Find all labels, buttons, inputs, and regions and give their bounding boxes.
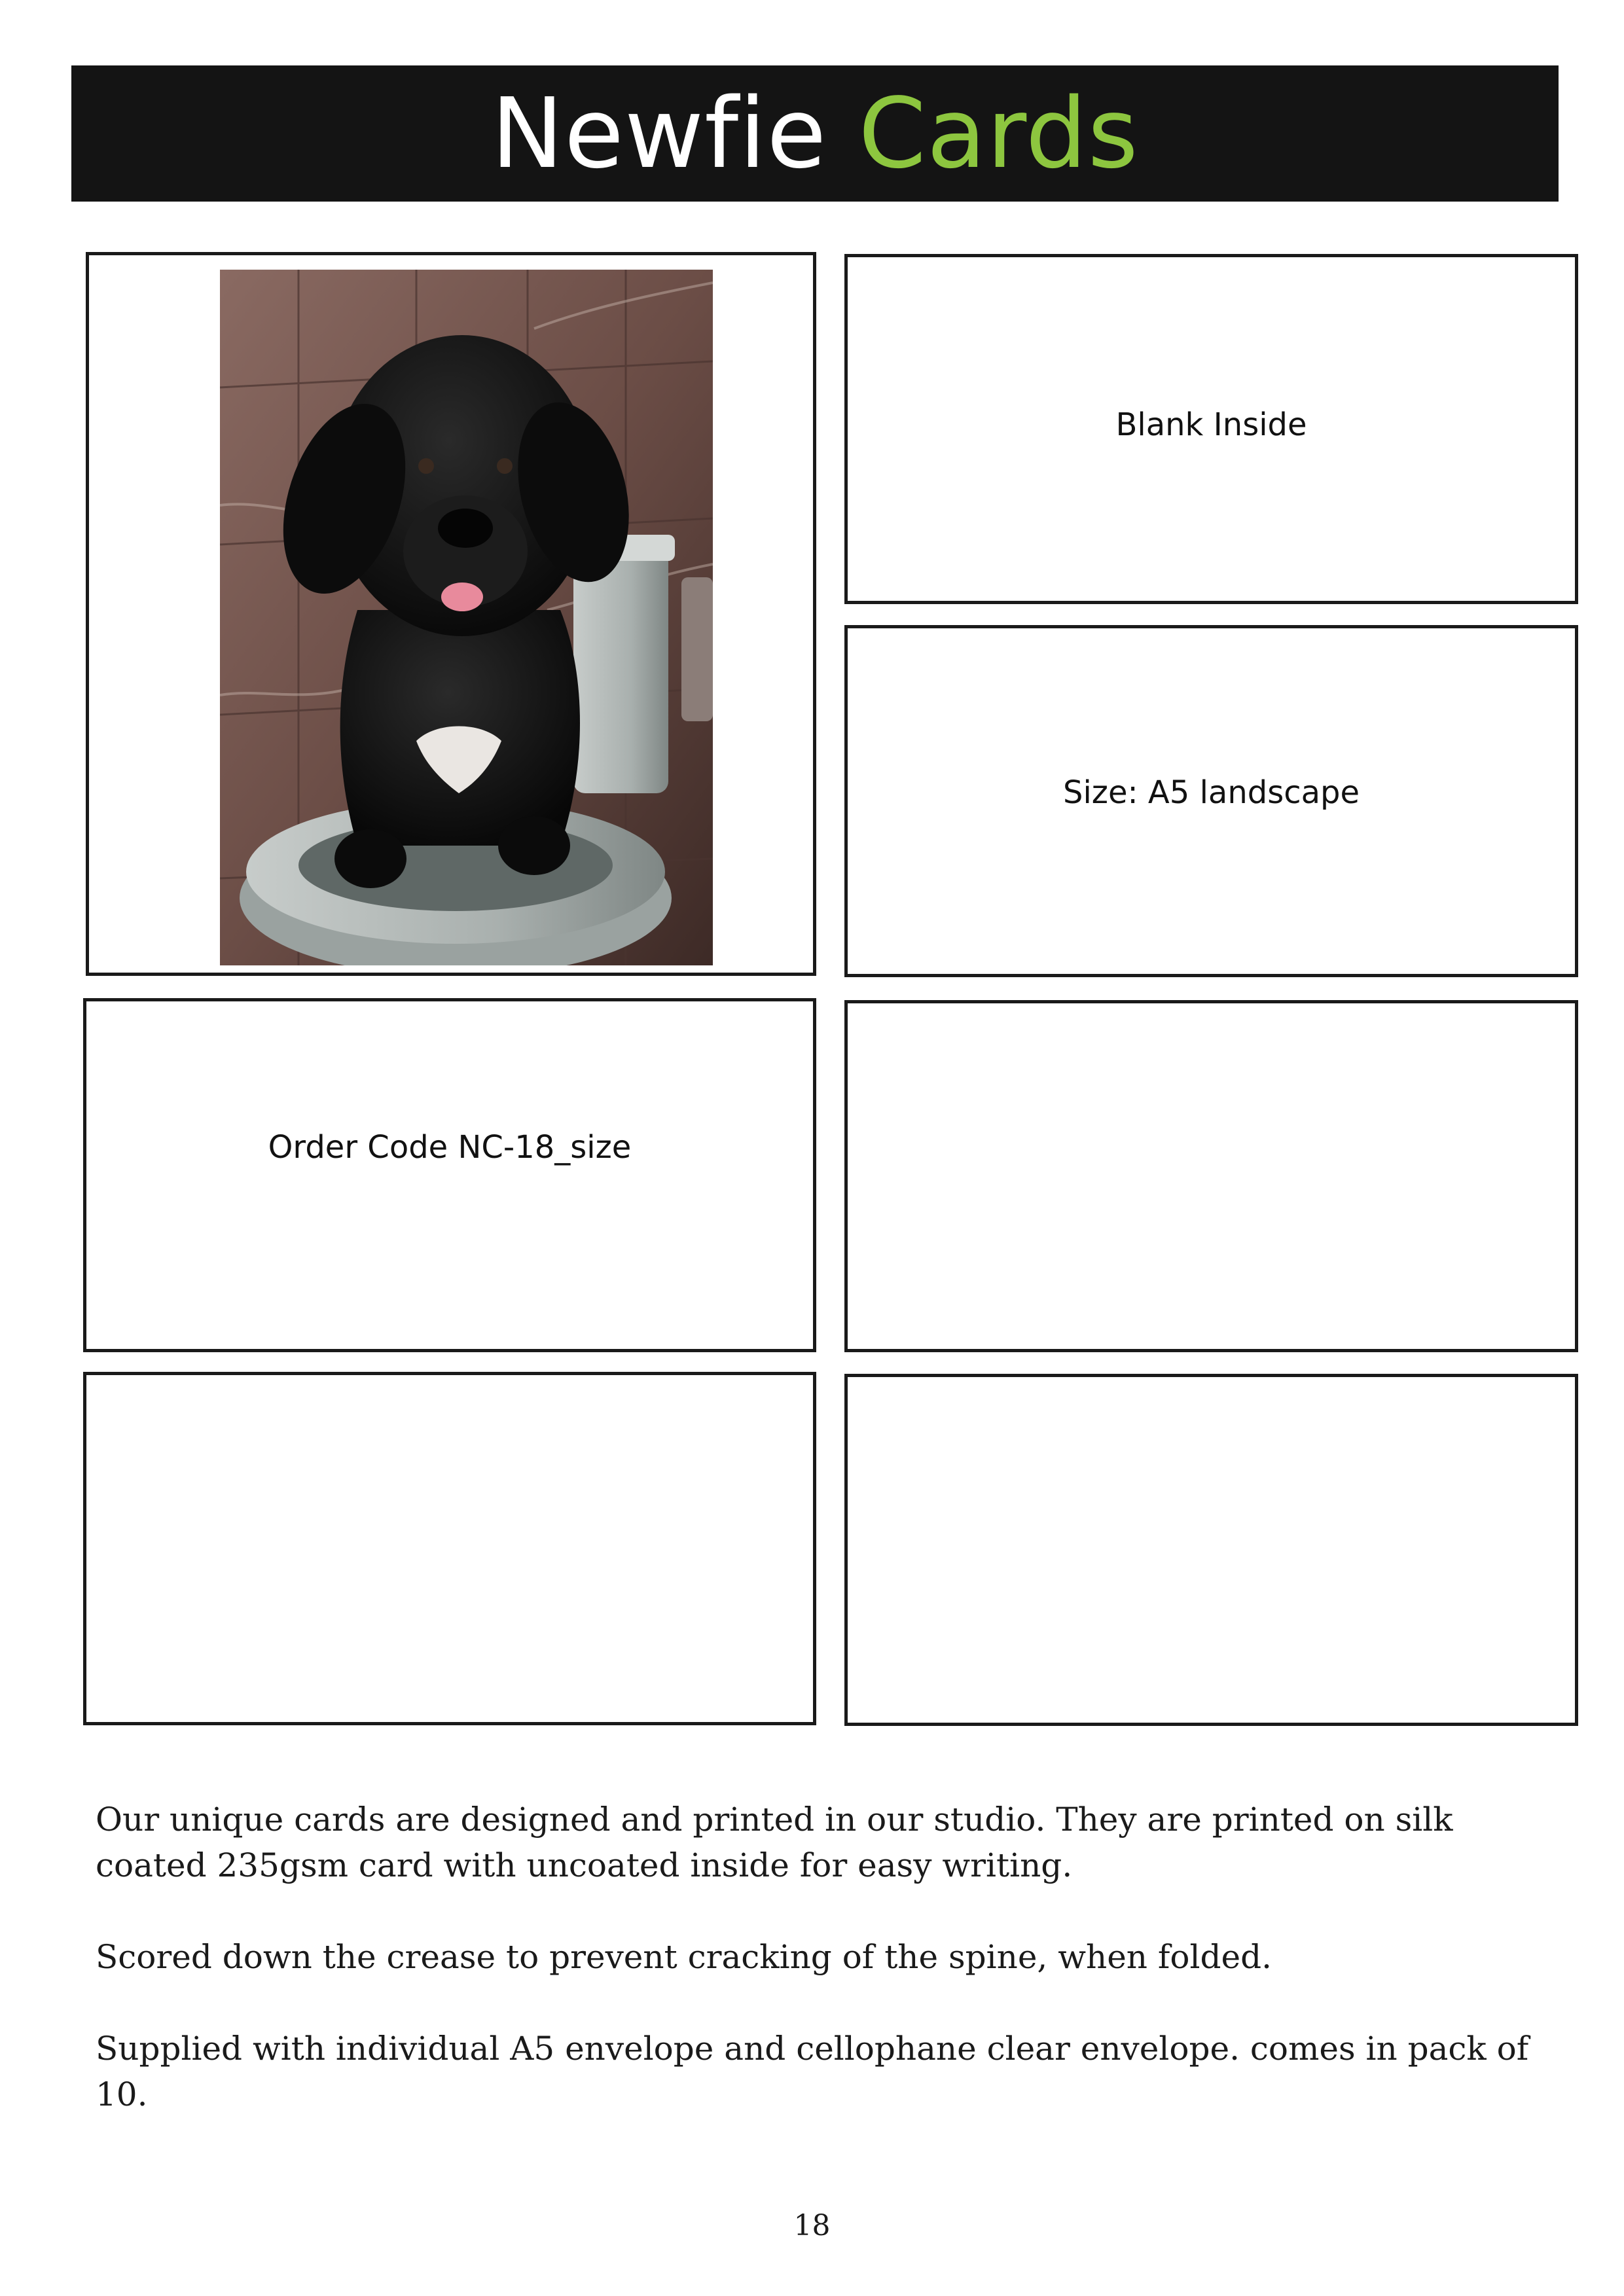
card-empty-2 bbox=[83, 1372, 816, 1725]
description-paragraph-1: Our unique cards are designed and printed in our studio. They are printed on silk coated 235gsm card with uncoated inside for easy writing. bbox=[96, 1801, 1453, 1884]
page-header bbox=[71, 65, 1559, 202]
page-number: 18 bbox=[793, 2209, 831, 2242]
size-label: Size: A5 landscape bbox=[1062, 774, 1360, 811]
card-empty-3 bbox=[844, 1374, 1578, 1726]
description-paragraph-2: Scored down the crease to prevent cracking of the spine, when folded. bbox=[96, 1938, 1272, 1976]
card-blank-inside bbox=[844, 254, 1578, 604]
blank-inside-label: Blank Inside bbox=[1115, 406, 1307, 443]
card-order-code bbox=[83, 998, 816, 1352]
title-word-cards: Cards bbox=[858, 77, 1139, 190]
description-paragraph-3: Supplied with individual A5 envelope and cellophane clear envelope. comes in pack of 10. bbox=[96, 2030, 1529, 2113]
description bbox=[96, 1797, 1536, 2163]
dog-on-toilet-image bbox=[220, 270, 713, 965]
card-empty-1 bbox=[844, 1000, 1578, 1352]
card-size bbox=[844, 625, 1578, 977]
card-photo bbox=[220, 270, 713, 965]
order-code-label: Order Code NC-18_size bbox=[268, 1129, 632, 1166]
page-title bbox=[491, 77, 1139, 190]
title-word-newfie: Newfie bbox=[491, 77, 827, 190]
